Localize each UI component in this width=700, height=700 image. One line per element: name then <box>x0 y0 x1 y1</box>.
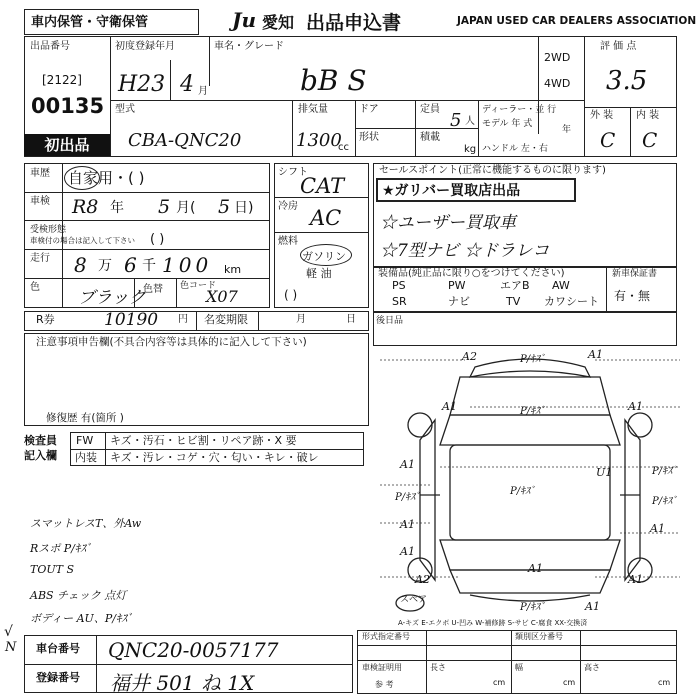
chassis-label: 車台番号 <box>36 642 80 655</box>
fuel-label: 燃料 <box>278 236 298 247</box>
sales-line-2: ☆7型ナビ ☆ドラレコ <box>380 241 550 261</box>
inspection-label: 車検 <box>30 196 50 207</box>
color-change-label: 色替 <box>143 284 163 295</box>
mark-a1-left-rear: A1 <box>400 518 415 531</box>
mark-front-bumper: P/ｷｽﾞ <box>520 354 546 365</box>
mileage-sen: 6 <box>124 253 137 277</box>
mark-right-rear: P/ｷｽﾞ <box>652 496 678 507</box>
aircon-value: AC <box>310 206 342 230</box>
remark-1: スマットレスT、外Aw <box>30 517 142 530</box>
mark-a2-front: A2 <box>462 350 477 363</box>
new-car-warranty-value: 有・無 <box>614 289 651 303</box>
interior-label: 内 装 <box>636 110 660 121</box>
length-label: 長さ <box>430 663 446 672</box>
equip-airbag: エアB <box>500 279 530 292</box>
model-name-value: bB S <box>300 64 367 97</box>
class-number-label: 類別区分番号 <box>515 632 563 641</box>
left-side-shape <box>420 420 435 580</box>
mark-left-panel: P/ｷｽﾞ <box>395 492 421 503</box>
name-change-day: 日 <box>346 314 356 325</box>
mark-u1: U1 <box>596 466 613 479</box>
equip-aw: AW <box>552 279 570 292</box>
capacity-value: 5 <box>450 110 462 131</box>
shift-value: CAT <box>300 174 345 198</box>
drive-2wd: 2WD <box>544 51 571 64</box>
inspector-interior-items: キズ・汚レ・コゲ・穴・匂い・キレ・破レ <box>110 451 319 464</box>
remark-3: TOUT S <box>30 563 74 576</box>
inspector-fw-items: キズ・汚石・ヒビ割・リペア跡・X 要 <box>110 434 297 447</box>
right-side-shape <box>625 420 640 580</box>
interior-grade: C <box>642 128 658 152</box>
equip-pw: PW <box>448 279 466 292</box>
lot-label: 出品番号 <box>30 41 70 52</box>
drive-4wd: 4WD <box>544 77 571 90</box>
first-reg-month-unit: 月 <box>198 86 208 97</box>
width-unit: cm <box>563 678 576 687</box>
storage-label: 車内保管・守衛保管 <box>31 15 149 30</box>
displacement-unit: cc <box>338 142 349 153</box>
form-type-paren: ( ) <box>150 232 165 247</box>
new-car-warranty-label: 新車保証書 <box>612 269 658 279</box>
fuel-circle <box>300 244 352 266</box>
recycle-label: R券 <box>36 313 55 326</box>
reference-label: 参 考 <box>375 680 394 689</box>
color-code-label: 色コード <box>180 281 217 291</box>
lot-sub: [2122] <box>42 73 82 87</box>
length-unit: cm <box>493 678 506 687</box>
mark-a1-fender-right: A1 <box>628 400 643 413</box>
mileage-man: 8 <box>74 253 87 277</box>
inspector-label-2: 記入欄 <box>24 449 57 462</box>
mileage-label: 走行 <box>30 253 50 264</box>
height-unit: cm <box>658 678 671 687</box>
inspector-label-1: 検査員 <box>24 434 57 447</box>
mark-a1-front-right: A1 <box>588 348 603 361</box>
fuel-gasoline: ガソリン <box>302 250 346 263</box>
shape-label: 形状 <box>359 132 379 143</box>
mark-rear-bumper: P/ｷｽﾞ <box>520 602 546 613</box>
remark-2: Rスポ P/ｷｽﾞ <box>30 542 92 555</box>
chassis-value: QNC20-0057177 <box>108 638 279 662</box>
name-change-month: 月 <box>296 314 306 325</box>
first-reg-label: 初度登録年月 <box>115 41 175 52</box>
front-right-wheel-shape <box>628 413 652 437</box>
ju-logo: Ju <box>232 8 257 32</box>
storage-label-box <box>24 9 199 35</box>
first-reg-year: H23 <box>118 72 166 97</box>
inspector-fw: FW <box>76 434 94 447</box>
first-listing-badge: 初出品 <box>24 134 110 156</box>
inspection-year-unit: 年 <box>110 200 124 216</box>
plate-value: 福井 501 ね 1X <box>110 671 255 695</box>
notes-label: 注意事項申告欄(不具合内容等は具体的に記入して下さい) <box>36 336 307 348</box>
equip-sr: SR <box>392 295 407 308</box>
mark-hood: P/ｷｽﾞ <box>520 406 546 417</box>
color-label: 色 <box>30 282 40 293</box>
fuel-other: ( ) <box>284 288 298 302</box>
side-mark-check: √ <box>4 624 13 640</box>
front-left-wheel-shape <box>408 413 432 437</box>
rating-value: 3.5 <box>606 66 648 96</box>
sales-line-1: ☆ユーザー買取車 <box>380 213 516 233</box>
exterior-label: 外 装 <box>590 110 614 121</box>
payload-unit: kg <box>464 144 477 155</box>
mileage-sen-unit: 千 <box>142 258 156 274</box>
side-mark-n: N <box>5 640 17 655</box>
remark-4: ABS チェック 点灯 <box>30 589 127 602</box>
windshield-shape <box>440 415 620 445</box>
handle-label: ハンドル 左・右 <box>482 144 548 154</box>
displacement-label: 排気量 <box>298 104 328 115</box>
mark-a1-right-quarter: A1 <box>650 522 665 535</box>
width-label: 幅 <box>515 663 523 672</box>
inspector-interior: 内装 <box>75 451 97 464</box>
mark-a1-rear-bumper: A1 <box>585 600 600 613</box>
spec-number-label: 形式指定番号 <box>362 632 410 641</box>
equip-tv: TV <box>506 295 521 308</box>
doors-label: ドア <box>359 104 379 115</box>
usage-value: 自家用・( ) <box>68 169 145 187</box>
form-type-label: 受検形態 <box>30 225 67 235</box>
equip-leather: カワシート <box>544 295 599 308</box>
plate-label: 登録番号 <box>36 671 80 684</box>
lot-number: 00135 <box>31 94 105 118</box>
usage-circle <box>64 166 100 190</box>
rating-label: 評 価 点 <box>600 41 637 52</box>
usage-label: 車歴 <box>30 168 50 179</box>
payload-label: 積載 <box>420 132 440 143</box>
equip-navi: ナビ <box>448 295 470 308</box>
mark-a1-front-left: A1 <box>442 400 457 413</box>
sales-stamp-box <box>376 178 576 202</box>
model-code-label: 型式 <box>115 104 135 115</box>
mark-a1-left-quarter: A1 <box>400 545 415 558</box>
color-value: ブラック <box>78 288 146 308</box>
capacity-label: 定員 <box>420 104 440 115</box>
repair-history: 修復歴 有(箇所 ) <box>46 412 124 424</box>
mark-a1-rear-gate: A1 <box>528 562 543 575</box>
displacement-value: 1300 <box>296 130 342 151</box>
aircon-label: 冷房 <box>278 201 298 212</box>
model-code-value: CBA-QNC20 <box>128 130 242 151</box>
aichi-label: 愛知 <box>262 13 295 32</box>
form-title: 出品申込書 <box>306 12 402 34</box>
mileage-man-unit: 万 <box>98 258 112 274</box>
exterior-grade: C <box>600 128 616 152</box>
model-name-label: 車名・グレード <box>214 41 284 52</box>
fuel-diesel: 軽 油 <box>306 267 332 280</box>
recycle-unit: 円 <box>178 314 188 325</box>
mark-right-door: P/ｷｽﾞ <box>652 466 678 477</box>
shift-label: シフト <box>278 167 308 178</box>
color-code-value: X07 <box>206 287 238 306</box>
cert-label: 車検証明用 <box>362 663 402 672</box>
mark-a1-left-door: A1 <box>400 458 415 471</box>
model-year-unit: 年 <box>562 125 572 135</box>
remark-5: ボディー AU、P/ｷｽﾞ <box>30 612 133 625</box>
sales-stamp: ★ガリバー買取店出品 <box>382 183 521 199</box>
equip-ps: PS <box>392 279 406 292</box>
spare-label: スペア <box>400 595 428 605</box>
name-change-label: 名変期限 <box>204 313 248 326</box>
first-reg-month: 4 <box>180 72 194 97</box>
after-delivery-block <box>373 312 677 346</box>
sales-point-label: セールスポイント(正常に機能するものに限ります) <box>379 165 606 176</box>
inspection-day: 5 <box>218 196 231 218</box>
damage-legend: A-キズ E-エクボ U-凹み W-補修跡 S-サビ C-腐食 XX-交換済 <box>398 619 588 627</box>
height-label: 高さ <box>584 663 600 672</box>
inspection-era: R8 <box>72 196 99 218</box>
mark-roof: P/ｷｽﾞ <box>510 486 536 497</box>
after-delivery-label: 後日品 <box>376 316 404 326</box>
inspection-month-unit: 月( <box>176 200 196 216</box>
association-name: JAPAN USED CAR DEALERS ASSOCIATION <box>457 15 697 27</box>
form-type-note: 車検付の場合は記入して下さい <box>30 236 135 245</box>
equipment-label: 装備品(純正品に限り○をつけてください) <box>378 268 565 279</box>
capacity-unit: 人 <box>465 116 475 127</box>
mileage-unit: km <box>224 263 242 276</box>
mileage-rest: 100 <box>162 253 213 277</box>
mark-a1-rear-right: A1 <box>628 573 643 586</box>
inspection-month: 5 <box>158 196 171 218</box>
inspection-day-unit: 日) <box>234 200 254 216</box>
mark-a2-rear-left: A2 <box>415 573 430 586</box>
recycle-value: 10190 <box>104 310 159 330</box>
dealer-label: ディーラー・並 行 <box>482 105 557 115</box>
model-year-label: モデル 年 式 <box>482 119 533 129</box>
